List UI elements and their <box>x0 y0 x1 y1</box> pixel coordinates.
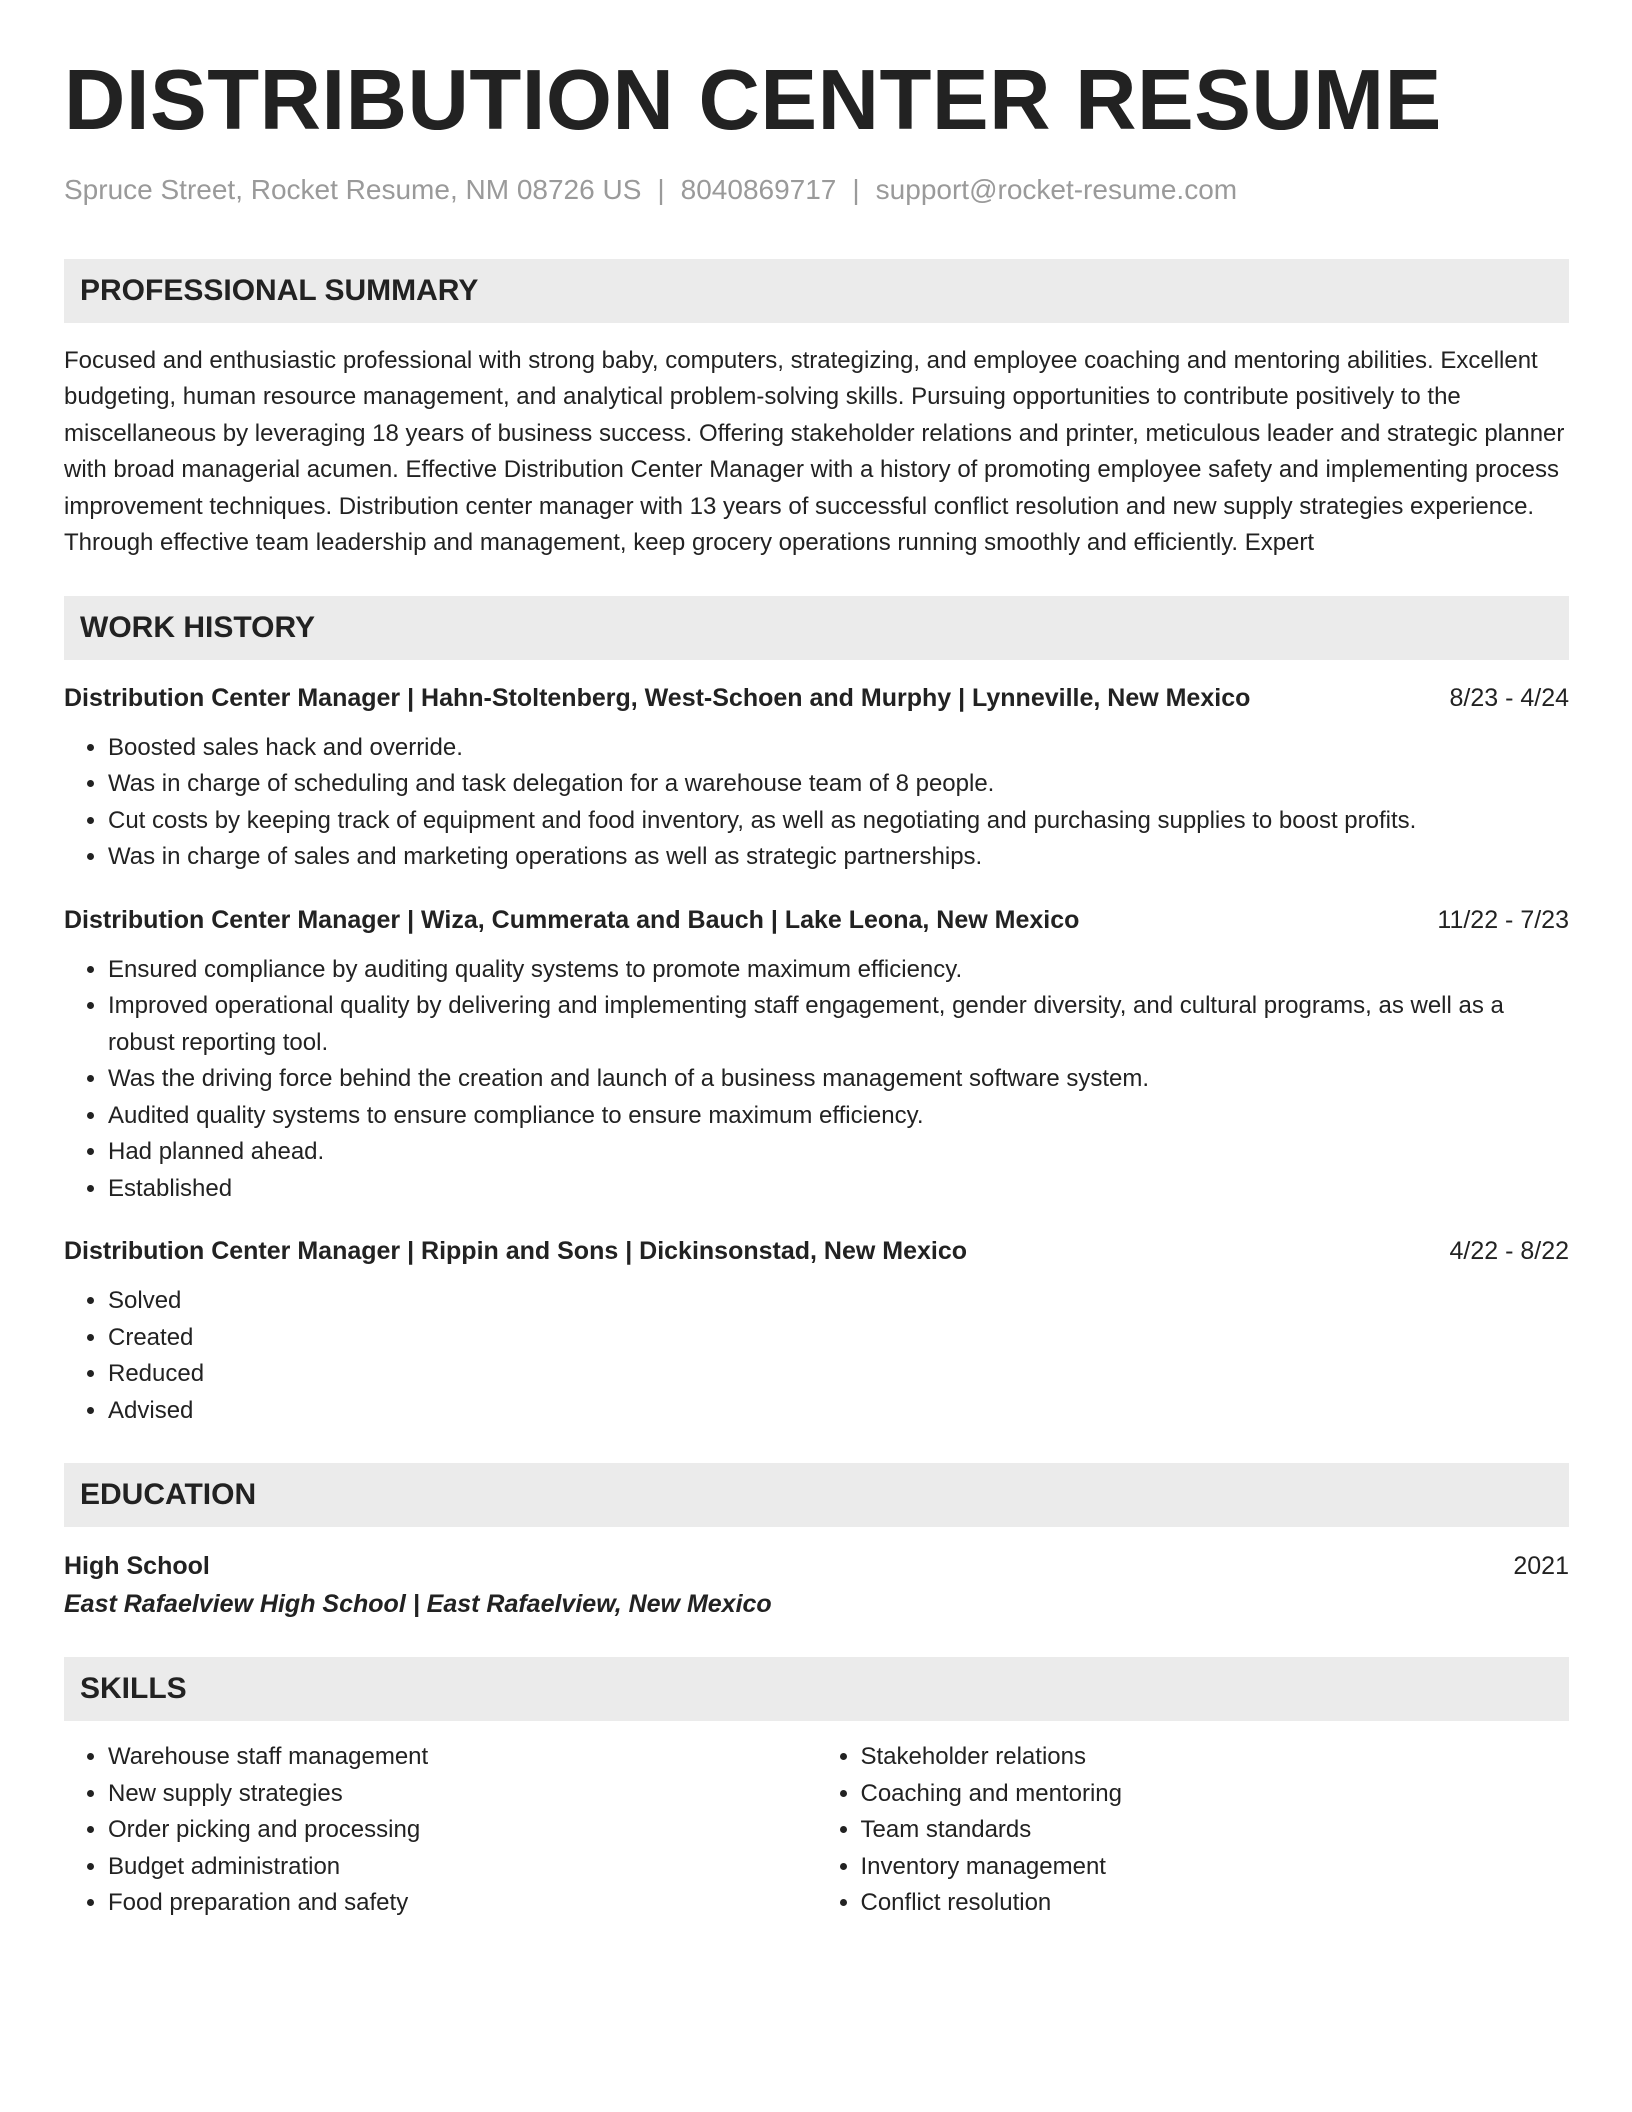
skill-item: • Food preparation and safety <box>108 1885 817 1922</box>
job-dates: 4/22 - 8/22 <box>1449 1237 1569 1266</box>
job-bullet: • Solved <box>108 1283 1569 1320</box>
skill-item: • Budget administration <box>108 1849 817 1886</box>
job-title: Distribution Center Manager | Hahn-Stoltenberg, West-Schoen and Murphy | Lynneville, New Mexico <box>64 683 1251 712</box>
contact-address: Spruce Street, Rocket Resume, NM 08726 US <box>64 174 642 205</box>
summary-heading: PROFESSIONAL SUMMARY <box>80 273 479 307</box>
job-bullet: • Established <box>108 1171 1569 1208</box>
work-section-header <box>64 596 1569 660</box>
job-entry <box>64 1233 1569 1429</box>
skills-right-column <box>817 1739 1570 1922</box>
education-year: 2021 <box>1513 1552 1569 1581</box>
page-title: DISTRIBUTION CENTER RESUME <box>64 53 1442 148</box>
job-bullet: • Boosted sales hack and override. <box>108 730 1569 767</box>
education-header <box>64 1547 1569 1585</box>
job-bullets <box>64 730 1569 876</box>
job-bullet: • Was the driving force behind the creation and launch of a business management software system. <box>108 1061 1569 1098</box>
job-bullet: • Reduced <box>108 1356 1569 1393</box>
summary-text: Focused and enthusiastic professional with strong baby, computers, strategizing, and employee coaching and mentoring abilities. Excellent budgeting, human resource management, and analytical problem-solving skills. Pursuing opportunities to contribute positively to the miscellaneous by leveraging 18 years of business success. Offering stakeholder relations and printer, meticulous leader and strategic planner with broad managerial acumen. Effective Distribution Center Manager with a history of promoting employee safety and implementing process improvement techniques. Distribution center manager with 13 years of successful conflict resolution and new supply strategies experience. Through effective team leadership and management, keep grocery operations running smoothly and efficiently. Expert <box>64 346 1565 557</box>
skill-item: • Stakeholder relations <box>861 1739 1570 1776</box>
job-bullet: • Audited quality systems to ensure compliance to ensure maximum efficiency. <box>108 1098 1569 1135</box>
job-bullet: • Cut costs by keeping track of equipment and food inventory, as well as negotiating and purchasing supplies to boost profits. <box>108 803 1569 840</box>
contact-line <box>64 173 1569 207</box>
job-bullet: • Was in charge of scheduling and task delegation for a warehouse team of 8 people. <box>108 766 1569 803</box>
job-entry <box>64 902 1569 1208</box>
education-degree: High School <box>64 1552 210 1581</box>
job-header <box>64 680 1569 716</box>
skill-item: • Team standards <box>861 1812 1570 1849</box>
job-bullets <box>64 1283 1569 1429</box>
job-dates: 8/23 - 4/24 <box>1449 683 1569 712</box>
skill-item: • Inventory management <box>861 1849 1570 1886</box>
skill-item: • New supply strategies <box>108 1776 817 1813</box>
job-header <box>64 902 1569 938</box>
education-section-header <box>64 1463 1569 1527</box>
contact-separator: | <box>657 174 665 205</box>
job-title: Distribution Center Manager | Wiza, Cummerata and Bauch | Lake Leona, New Mexico <box>64 905 1080 934</box>
skill-item: • Coaching and mentoring <box>861 1776 1570 1813</box>
contact-separator: | <box>852 174 860 205</box>
skill-item: • Order picking and processing <box>108 1812 817 1849</box>
work-heading: WORK HISTORY <box>80 610 316 644</box>
skills-columns <box>64 1739 1569 1922</box>
contact-email: support@rocket-resume.com <box>875 174 1238 205</box>
job-bullet: • Ensured compliance by auditing quality systems to promote maximum efficiency. <box>108 952 1569 989</box>
job-bullet: • Created <box>108 1320 1569 1357</box>
skill-item: • Conflict resolution <box>861 1885 1570 1922</box>
job-bullet: • Advised <box>108 1393 1569 1430</box>
job-entry <box>64 680 1569 876</box>
job-dates: 11/22 - 7/23 <box>1437 905 1569 934</box>
job-header <box>64 1233 1569 1269</box>
job-bullet: • Improved operational quality by delivering and implementing staff engagement, gender diversity, and cultural programs, as well as a robust reporting tool. <box>108 988 1569 1061</box>
job-bullets <box>64 952 1569 1208</box>
skills-section-header <box>64 1657 1569 1721</box>
skill-item: • Warehouse staff management <box>108 1739 817 1776</box>
contact-phone: 8040869717 <box>680 174 837 205</box>
skills-left-column <box>64 1739 817 1922</box>
skills-heading: SKILLS <box>80 1672 187 1706</box>
education-heading: EDUCATION <box>80 1478 257 1512</box>
education-school: East Rafaelview High School | East Rafaelview, New Mexico <box>64 1590 772 1619</box>
job-bullet: • Was in charge of sales and marketing operations as well as strategic partnerships. <box>108 839 1569 876</box>
summary-section-header <box>64 259 1569 323</box>
education-entry <box>64 1547 1569 1623</box>
job-title: Distribution Center Manager | Rippin and Sons | Dickinsonstad, New Mexico <box>64 1237 968 1266</box>
job-bullet: • Had planned ahead. <box>108 1134 1569 1171</box>
